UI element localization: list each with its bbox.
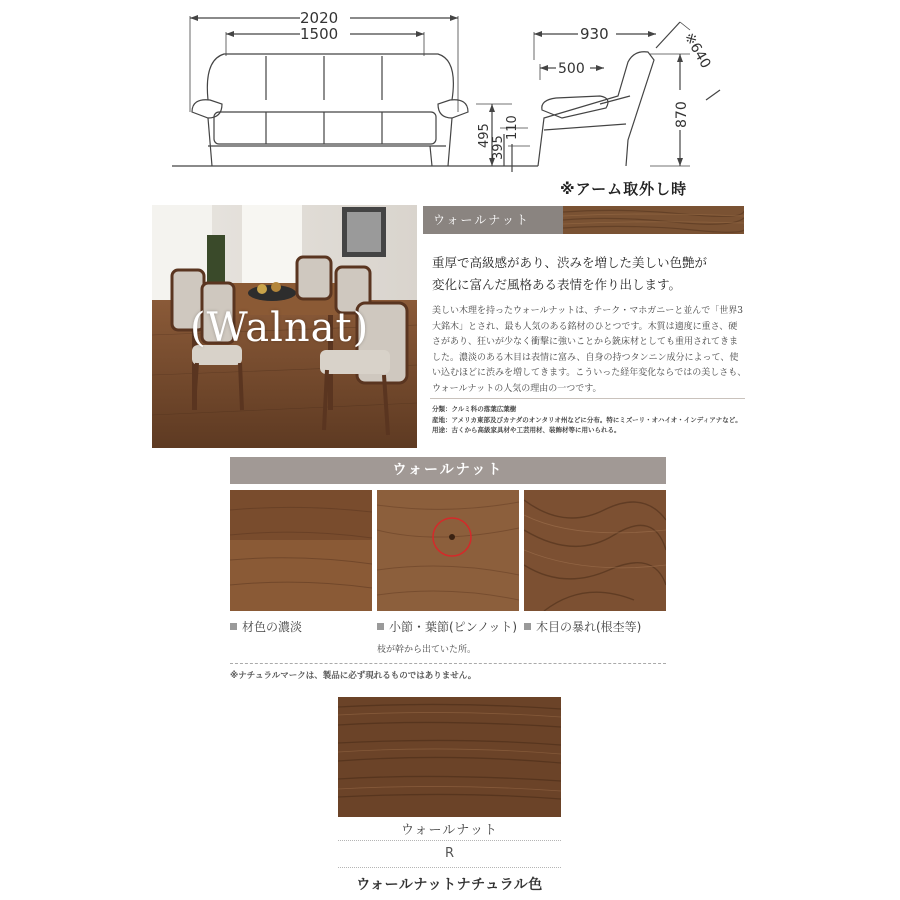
finish-code: R (444, 846, 455, 861)
meta-classification: 分類：クルミ科の落葉広葉樹 (432, 405, 517, 413)
intro-body-line: さがあり、狂いが少なく衝撃に強いことから銃床材としても重用されてきま (432, 337, 739, 347)
finish-wood-name: ウォールナット (401, 823, 498, 838)
finish-swatch (338, 697, 561, 817)
caption-tone-text: 材色の濃淡 (242, 620, 303, 634)
meta-origin: 産地：アメリカ東部及びカナダのオンタリオ州などに分布。特にミズーリ・オハイオ・インディアナなど。 (432, 415, 742, 424)
bullet-square-icon (377, 623, 384, 630)
intro-body-line: した。濃淡のある木目は表情に富み、自身の持つタンニン成分によって、使 (432, 352, 739, 363)
wood-name-bar: ウォールナット (423, 206, 563, 234)
intro-body-line: い込むほどに渋みを増してきます。こういった経年変化ならではの美しさも、 (432, 368, 747, 378)
meta-usage: 用途：古くから高級家具材や工芸用材、装飾材等に用いられる。 (432, 426, 621, 434)
intro-lead-line: 重厚で高級感があり、渋みを増した美しい色艶が (432, 255, 708, 270)
dashed-divider (230, 663, 666, 664)
divider (430, 398, 745, 399)
intro-lead-line: 変化に富んだ風格ある表情を作り出します。 (432, 277, 682, 292)
dim-arm-depth: ※640 (680, 30, 714, 72)
dotted-divider (338, 840, 561, 841)
wood-meta (432, 404, 748, 436)
dim-leg-clearance: 110 (505, 115, 520, 140)
bullet-square-icon (524, 623, 531, 630)
dim-arm-height: 495 (477, 123, 492, 148)
dim-chair-depth: 930 (580, 25, 609, 43)
intro-body (432, 304, 748, 397)
grain-swatch-tone (230, 490, 372, 611)
dim-inner-width: 1500 (300, 25, 339, 43)
arm-removal-note: ※アーム取外し時 (560, 180, 688, 198)
intro-body-line: 美しい木理を持ったウォールナットは、チーク・マホガニーと並んで「世界3 (432, 306, 744, 316)
caption-knot-text: 小節・葉節(ピンノット) (389, 620, 518, 634)
intro-lead (432, 252, 742, 296)
dimension-drawing (0, 0, 900, 200)
dim-total-height: 870 (674, 101, 690, 128)
wood-header-swatch (563, 206, 744, 234)
bullet-square-icon (230, 623, 237, 630)
caption-tone (230, 618, 302, 635)
grain-swatch-knot (377, 490, 519, 611)
natural-mark-note: ※ナチュラルマークは、製品に必ず現れるものではありません。 (230, 671, 477, 681)
finish-color-name: ウォールナットナチュラル色 (356, 877, 543, 893)
dim-total-width: 2020 (300, 9, 339, 27)
intro-body-line: 大銘木」とされ、最も人気のある銘材のひとつです。木質は適度に重さ、硬 (432, 321, 738, 332)
caption-knot-sub: 枝が幹から出ていた所。 (377, 645, 477, 655)
intro-body-line: ウォールナットの人気の理由の一つです。 (432, 383, 602, 394)
caption-figure (524, 618, 641, 635)
walnut-script-overlay: (Walnat) (190, 305, 370, 351)
grain-swatch-figure (524, 490, 666, 611)
dotted-divider (338, 867, 561, 868)
caption-figure-text: 木目の暴れ(根杢等) (536, 620, 642, 634)
dim-seat-depth: 500 (558, 61, 585, 77)
caption-knot (377, 618, 517, 635)
dim-seat-height: 395 (491, 135, 506, 160)
characteristics-banner: ウォールナット (230, 457, 666, 484)
